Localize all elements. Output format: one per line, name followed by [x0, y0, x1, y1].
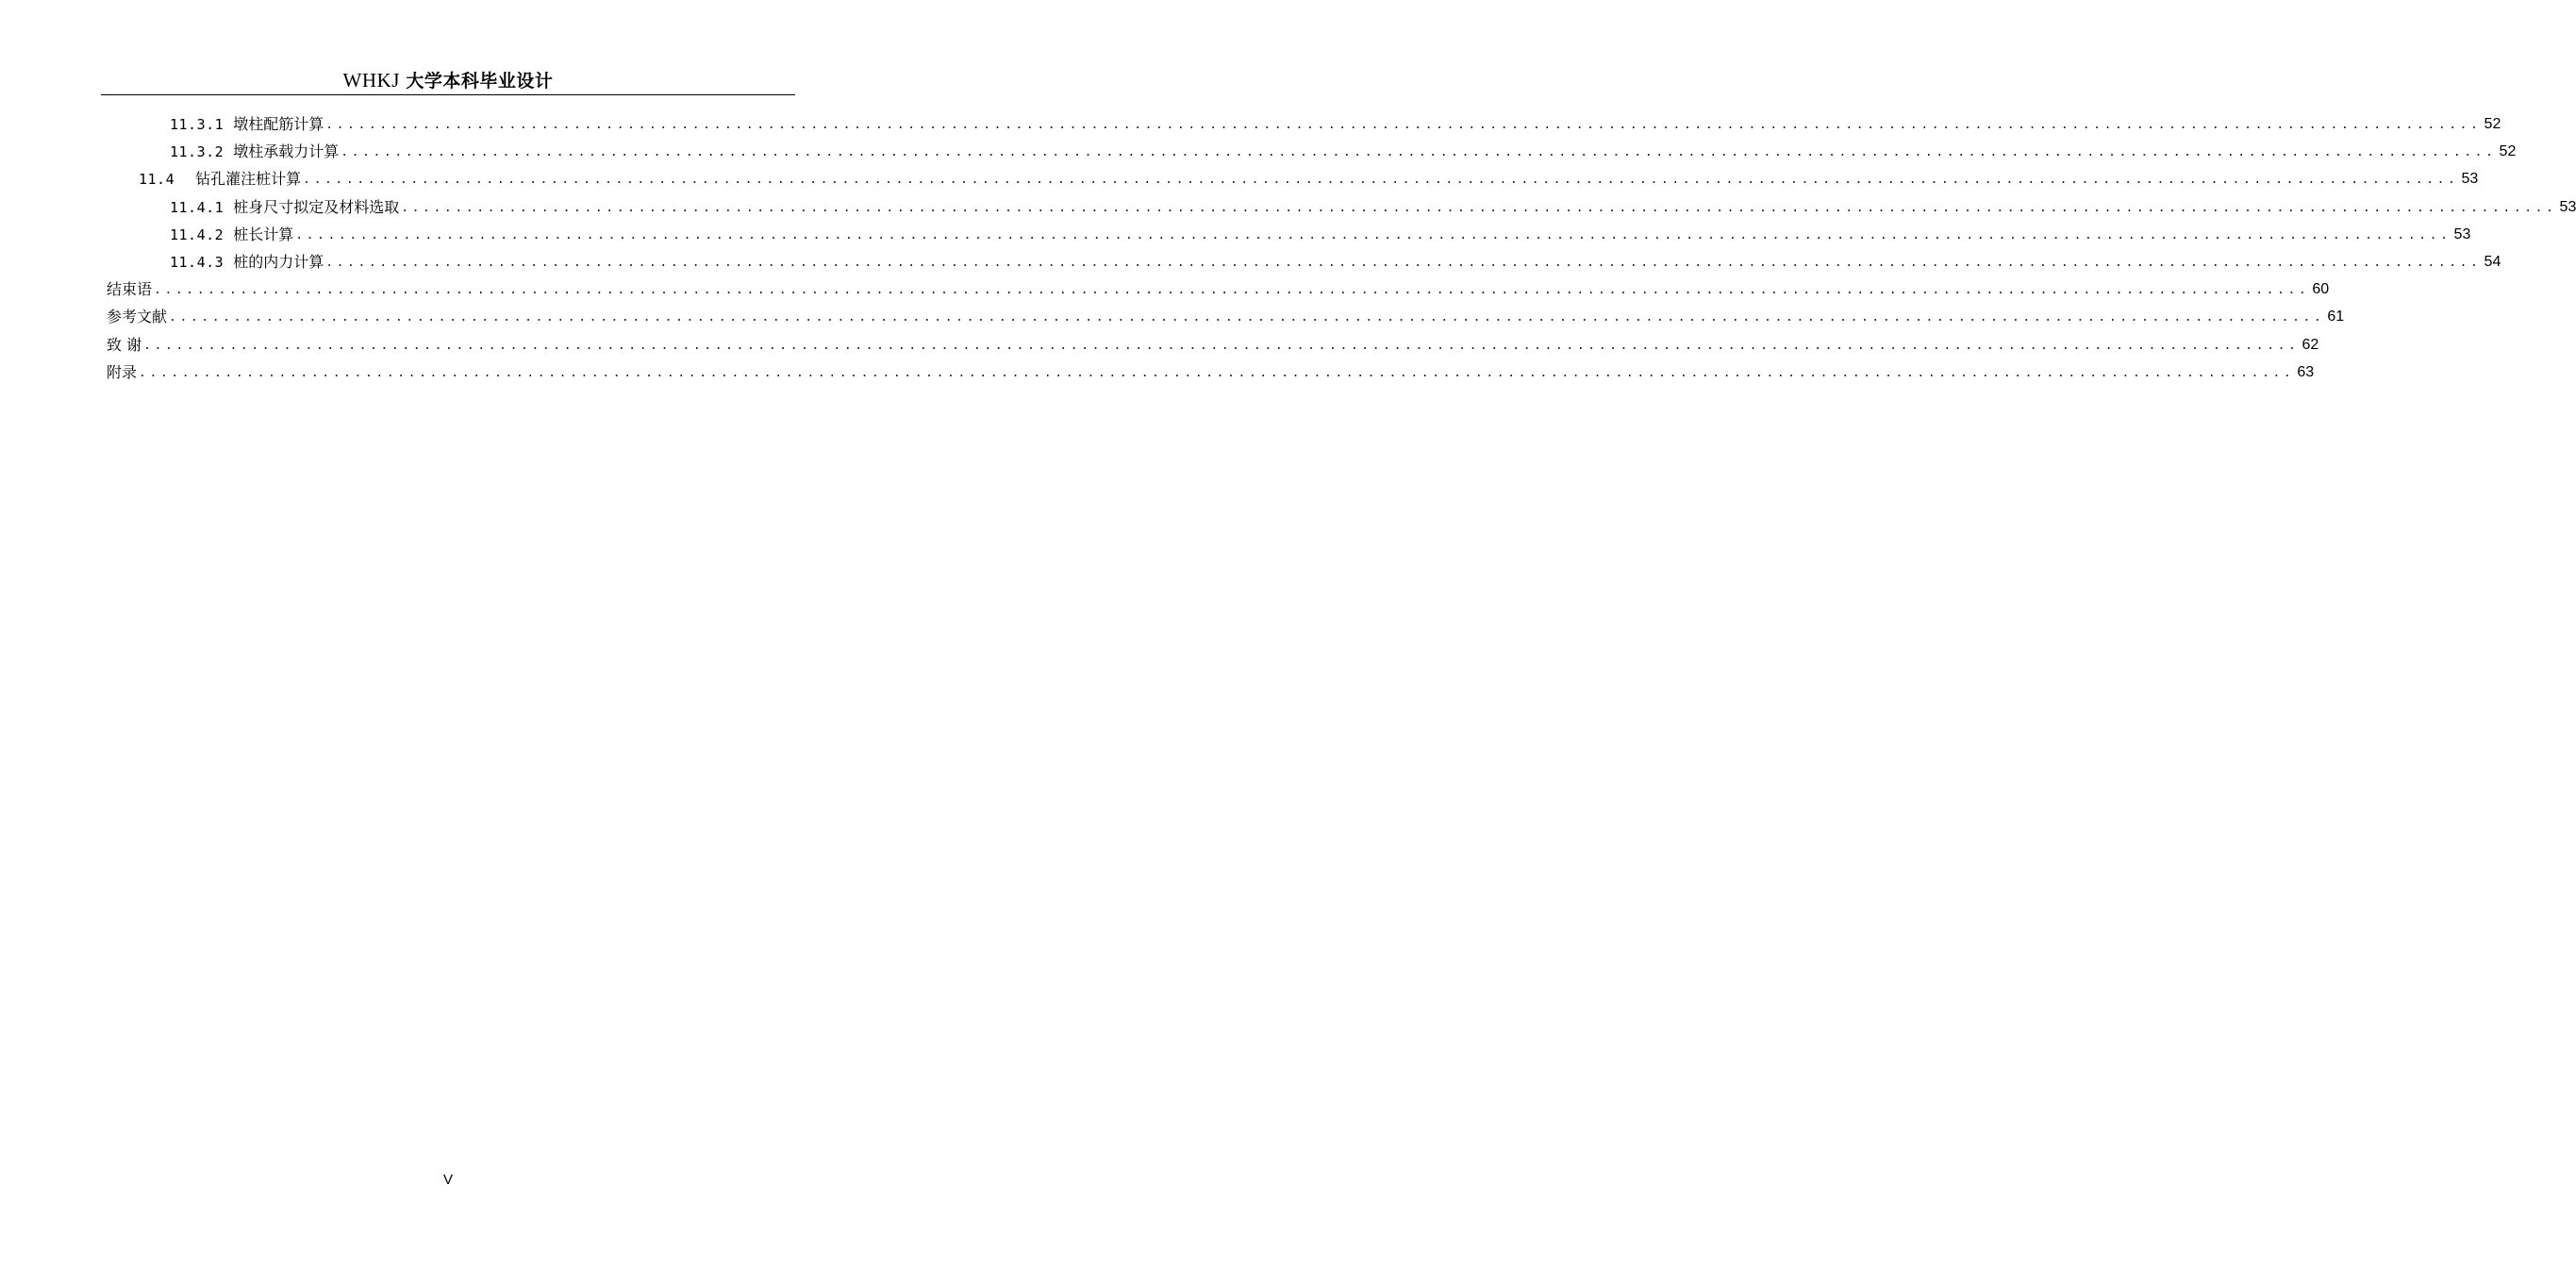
toc-entry[interactable] — [170, 197, 2576, 218]
toc-entry[interactable] — [107, 335, 2319, 356]
toc-entry-title: 墩柱配筋计算 — [233, 115, 324, 133]
toc-dot-leader: ........................................................................................................................................................................................................ — [295, 228, 2451, 242]
toc-entry-number: 11.3.1 — [170, 116, 224, 133]
toc-entry-page: 53 — [2453, 226, 2471, 242]
toc-dot-leader: ........................................................................................................................................................................................................ — [303, 173, 2459, 187]
toc-entry-page: 62 — [2302, 337, 2319, 353]
toc-entry-title: 桩身尺寸拟定及材料选取 — [233, 198, 400, 216]
toc-entry[interactable] — [107, 362, 2315, 383]
toc-entry-page: 61 — [2327, 309, 2345, 325]
toc-entry-title: 桩长计算 — [233, 225, 294, 243]
header-title — [343, 66, 554, 95]
toc-dot-leader: ........................................................................................................................................................................................................ — [154, 283, 2310, 297]
toc-entry-page: 54 — [2484, 254, 2501, 270]
page-header — [101, 66, 795, 95]
toc-entry-page: 60 — [2312, 281, 2330, 297]
toc-dot-leader: ........................................................................................................................................................................................................ — [325, 118, 2482, 132]
toc-entry-title: 附录 — [107, 363, 138, 381]
toc-entry-page: 53 — [2559, 199, 2576, 215]
toc-dot-leader: ........................................................................................................................................................................................................ — [341, 145, 2497, 159]
toc-entry-title: 致 谢 — [107, 336, 142, 354]
toc-entry-title: 参考文献 — [107, 308, 168, 325]
toc-entry-title: 钻孔灌注桩计算 — [195, 170, 302, 188]
toc-entry[interactable] — [170, 225, 2471, 245]
toc-entry-title: 结束语 — [107, 280, 153, 298]
toc-dot-leader: ........................................................................................................................................................................................................ — [401, 201, 2557, 215]
toc-entry-page: 52 — [2484, 116, 2501, 132]
toc-entry-title: 墩柱承载力计算 — [233, 142, 340, 160]
toc-dot-leader: ........................................................................................................................................................................................................ — [143, 339, 2300, 353]
toc-entry-number: 11.3.2 — [170, 143, 224, 160]
toc-entry[interactable] — [107, 279, 2330, 300]
toc-dot-leader: ........................................................................................................................................................................................................ — [139, 366, 2295, 380]
toc-dot-leader: ........................................................................................................................................................................................................ — [325, 256, 2482, 270]
toc-entry-number: 11.4.2 — [170, 226, 224, 243]
toc-entry-page: 53 — [2461, 171, 2479, 187]
header-cjk: 大学本科毕业设计 — [406, 71, 554, 92]
toc-entry-number: 11.4.1 — [170, 199, 224, 216]
header-latin: WHKJ — [342, 69, 400, 92]
toc-entry-number: 11.4.3 — [170, 254, 224, 271]
toc-dot-leader: ........................................................................................................................................................................................................ — [169, 310, 2325, 325]
toc-entry-number: 11.4 — [139, 171, 175, 188]
toc-entry-title: 桩的内力计算 — [233, 253, 324, 271]
page-number: V — [442, 1172, 453, 1188]
toc-entry[interactable] — [139, 169, 2479, 190]
toc-entry-page: 52 — [2499, 143, 2517, 159]
toc-entry[interactable] — [170, 142, 2517, 162]
toc-entry-page: 63 — [2297, 364, 2315, 380]
toc-entry[interactable] — [107, 307, 2345, 327]
toc-entry[interactable] — [170, 114, 2501, 135]
toc-entry[interactable] — [170, 252, 2501, 273]
